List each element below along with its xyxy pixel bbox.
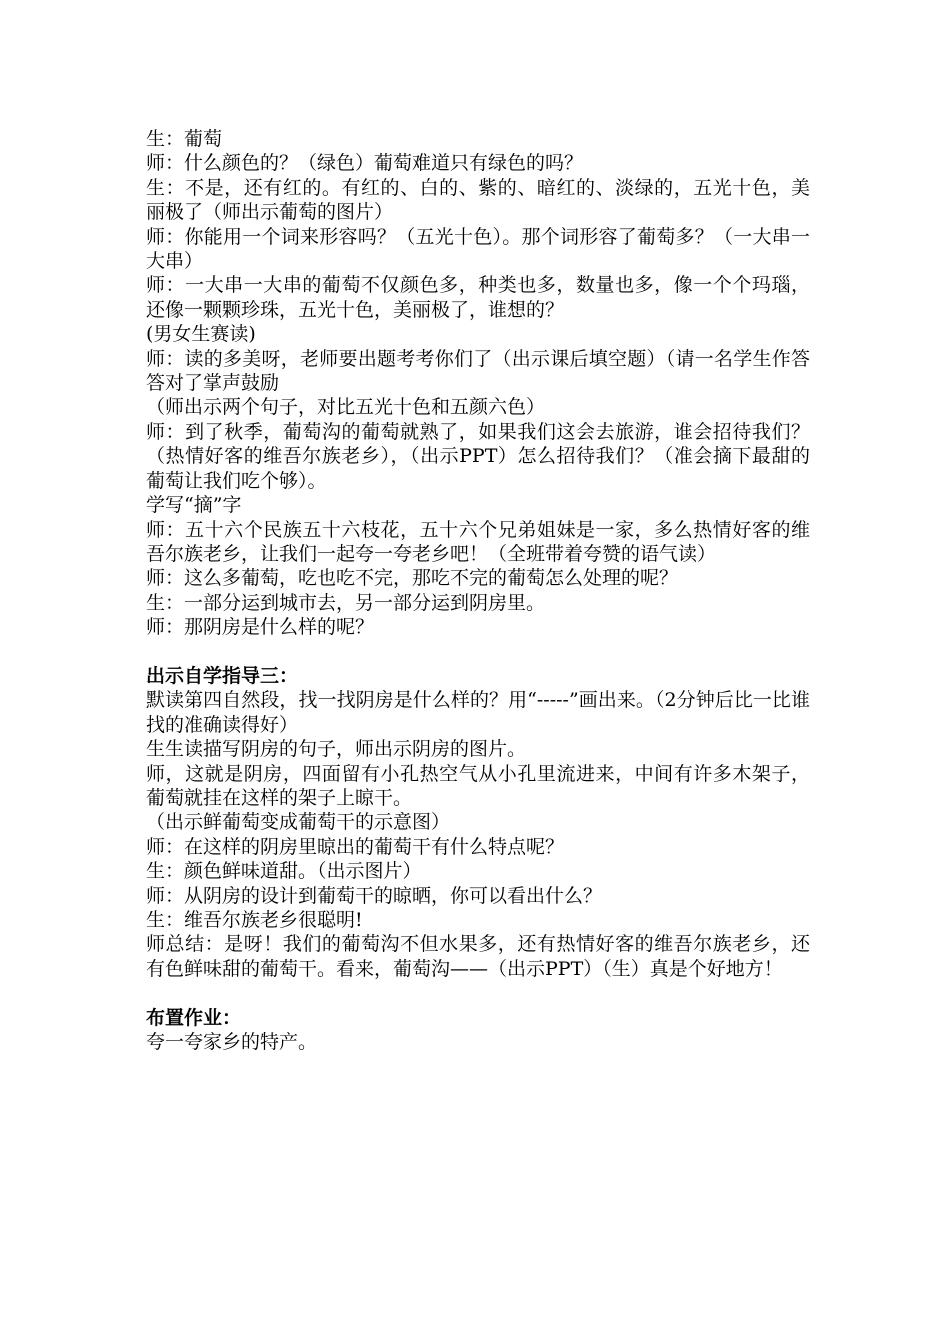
paragraph: 师总结：是呀！我们的葡萄沟不但水果多，还有热情好客的维吾尔族老乡，还有色鲜味甜的葡萄干。看来，葡萄沟——（出示PPT）（生）真是个好地方！ xyxy=(146,933,810,980)
paragraph: 师：到了秋季，葡萄沟的葡萄就熟了，如果我们这会去旅游，谁会招待我们？（热情好客的维吾尔族老乡），（出示PPT）怎么招待我们？（准会摘下最甜的葡萄让我们吃个够）。 xyxy=(146,420,810,492)
paragraph: 师：一大串一大串的葡萄不仅颜色多，种类也多，数量也多，像一个个玛瑙，还像一颗颗珍珠，五光十色，美丽极了，谁想的？ xyxy=(146,274,810,321)
document-body xyxy=(146,127,810,1054)
paragraph: 默读第四自然段，找一找阴房是什么样的？用“-----”画出来。（2分钟后比一比谁找的准确读得好） xyxy=(146,689,810,736)
section-heading-homework: 布置作业： xyxy=(146,1006,242,1029)
paragraph: 生：一部分运到城市去，另一部分运到阴房里。 xyxy=(146,591,546,614)
blank-line xyxy=(146,640,810,664)
section-heading-self-study: 出示自学指导三： xyxy=(146,664,299,687)
paragraph: 学写“摘”字 xyxy=(146,494,242,517)
paragraph: 生：不是，还有红的。有红的、白的、紫的、暗红的、淡绿的，五光十色，美丽极了（师出示葡萄的图片） xyxy=(146,176,810,224)
paragraph: 师：读的多美呀，老师要出题考考你们了（出示课后填空题）（请一名学生作答答对了掌声鼓励 xyxy=(146,347,810,395)
paragraph: （师出示两个句子，对比五光十色和五颜六色） xyxy=(146,396,546,419)
paragraph: 师：那阴房是什么样的呢？ xyxy=(146,616,375,639)
paragraph: 生：维吾尔族老乡很聪明! xyxy=(146,908,363,931)
paragraph: 师：五十六个民族五十六枝花，五十六个兄弟姐妹是一家，多么热情好客的维吾尔族老乡，让我们一起夸一夸老乡吧！（全班带着夸赞的语气读） xyxy=(146,518,810,565)
paragraph: 师：这么多葡萄，吃也吃不完，那吃不完的葡萄怎么处理的呢？ xyxy=(146,567,679,590)
paragraph: （出示鲜葡萄变成葡萄干的示意图） xyxy=(146,811,451,834)
paragraph: 生：颜色鲜味道甜。（出示图片） xyxy=(146,860,422,883)
paragraph: 师：在这样的阴房里晾出的葡萄干有什么特点呢？ xyxy=(146,835,565,858)
paragraph: 生生读描写阴房的句子，师出示阴房的图片。 xyxy=(146,738,527,761)
paragraph: 师：什么颜色的？（绿色）葡萄难道只有绿色的吗？ xyxy=(146,152,584,175)
paragraph: 师：从阴房的设计到葡萄干的晾晒，你可以看出什么？ xyxy=(146,884,603,907)
blank-line xyxy=(146,981,810,1005)
paragraph: 夸一夸家乡的特产。 xyxy=(146,1031,318,1053)
paragraph: 生：葡萄 xyxy=(146,128,223,150)
paragraph: (男女生赛读) xyxy=(146,323,256,346)
paragraph: 师：你能用一个词来形容吗？（五光十色）。那个词形容了葡萄多？（一大串一大串） xyxy=(146,225,810,273)
paragraph: 师，这就是阴房，四面留有小孔热空气从小孔里流进来，中间有许多木架子，葡萄就挂在这样的架子上晾干。 xyxy=(146,762,810,809)
